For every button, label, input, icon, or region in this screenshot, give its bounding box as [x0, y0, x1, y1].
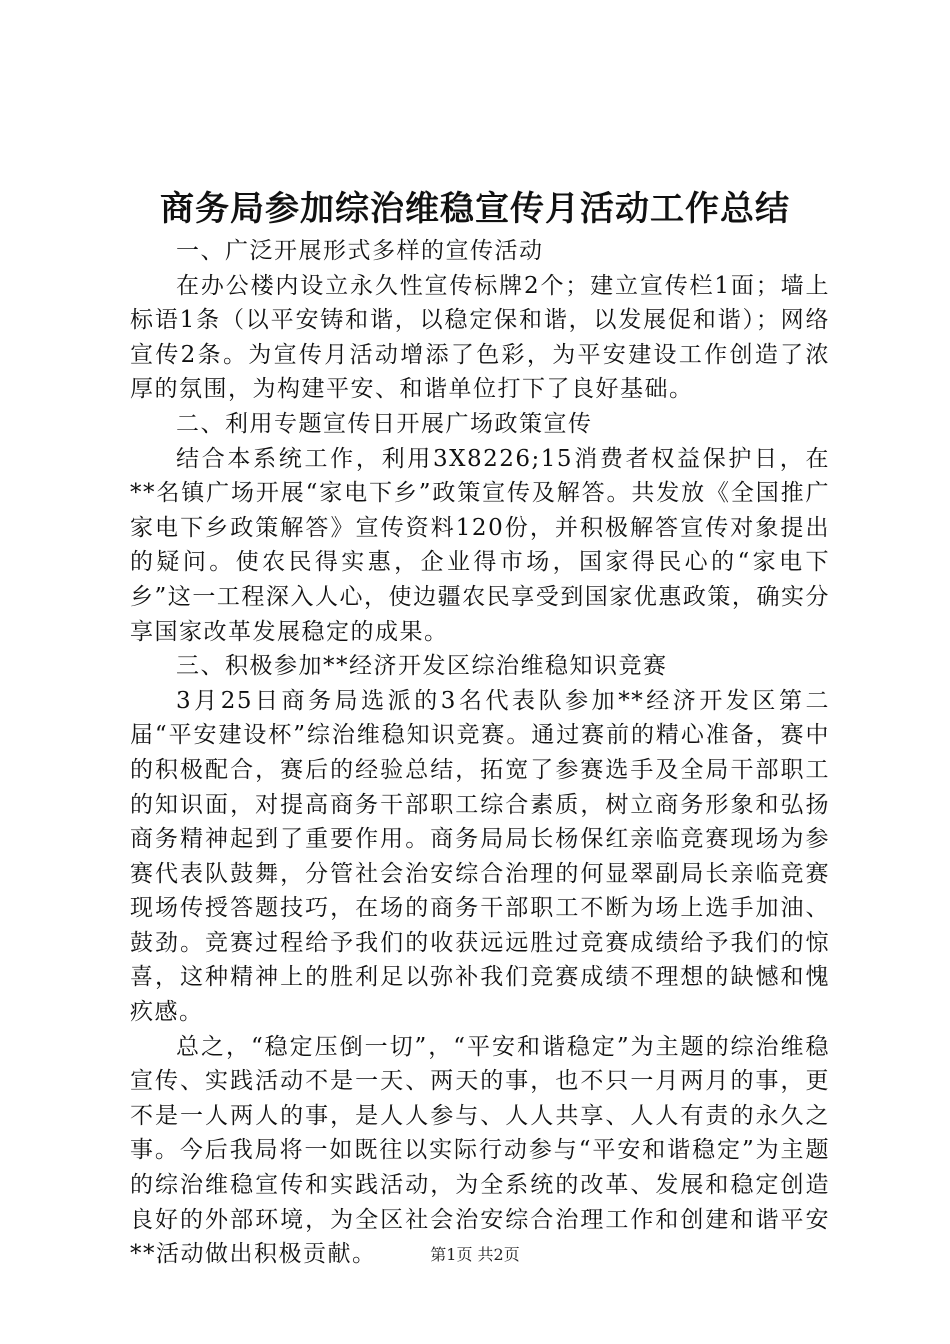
body-paragraph-4: 总之，“稳定压倒一切”，“平安和谐稳定”为主题的综治维稳宣传、实践活动不是一天、两天的事，也不只一月两月的事，更不是一人两人的事，是人人参与、人人共享、人人有责的永久之事。今后我局将一如既往以实际行动参与“平安和谐稳定”为主题的综治维稳宣传和实践活动，为全系统的改革、发展和稳定创造良好的外部环境，为全区社会治安综合治理工作和创建和谐平安**活动做出积极贡献。: [130, 1033, 830, 1268]
document-body: [130, 234, 830, 1272]
body-paragraph-2: 结合本系统工作，利用3X8226;15消费者权益保护日，在**名镇广场开展“家电下乡”政策宣传及解答。共发放《全国推广家电下乡政策解答》宣传资料120份，并积极解答宣传对象提出的疑问。使农民得实惠，企业得市场，国家得民心的“家电下乡”这一工程深入人心，使边疆农民享受到国家优惠政策，确实分享国家改革发展稳定的成果。: [130, 445, 830, 645]
body-paragraph-3: 3月25日商务局选派的3名代表队参加**经济开发区第二届“平安建设杯”综治维稳知识竞赛。通过赛前的精心准备，赛中的积极配合，赛后的经验总结，拓宽了参赛选手及全局干部职工的知识面，对提高商务干部职工综合素质，树立商务形象和弘扬商务精神起到了重要作用。商务局局长杨保红亲临竞赛现场为参赛代表队鼓舞，分管社会治安综合治理的何显翠副局长亲临竞赛现场传授答题技巧，在场的商务干部职工不断为场上选手加油、鼓劲。竞赛过程给予我们的收获远远胜过竞赛成绩给予我们的惊喜，这种精神上的胜利足以弥补我们竞赛成绩不理想的缺憾和愧疚感。: [130, 687, 830, 1026]
section-heading-3: 三、积极参加**经济开发区综治维稳知识竞赛: [176, 653, 668, 680]
document-title: 商务局参加综治维稳宣传月活动工作总结: [160, 189, 790, 229]
body-paragraph-1: 在办公楼内设立永久性宣传标牌2个；建立宣传栏1面；墙上标语1条（以平安铸和谐，以稳定保和谐，以发展促和谐）；网络宣传2条。为宣传月活动增添了色彩，为平安建设工作创造了浓厚的氛围，为构建平安、和谐单位打下了良好基础。: [130, 272, 830, 403]
page-number-footer: 第1页 共2页: [430, 1245, 520, 1264]
section-heading-2: 二、利用专题宣传日开展广场政策宣传: [176, 410, 593, 437]
section-heading-1: 一、广泛开展形式多样的宣传活动: [176, 238, 544, 264]
